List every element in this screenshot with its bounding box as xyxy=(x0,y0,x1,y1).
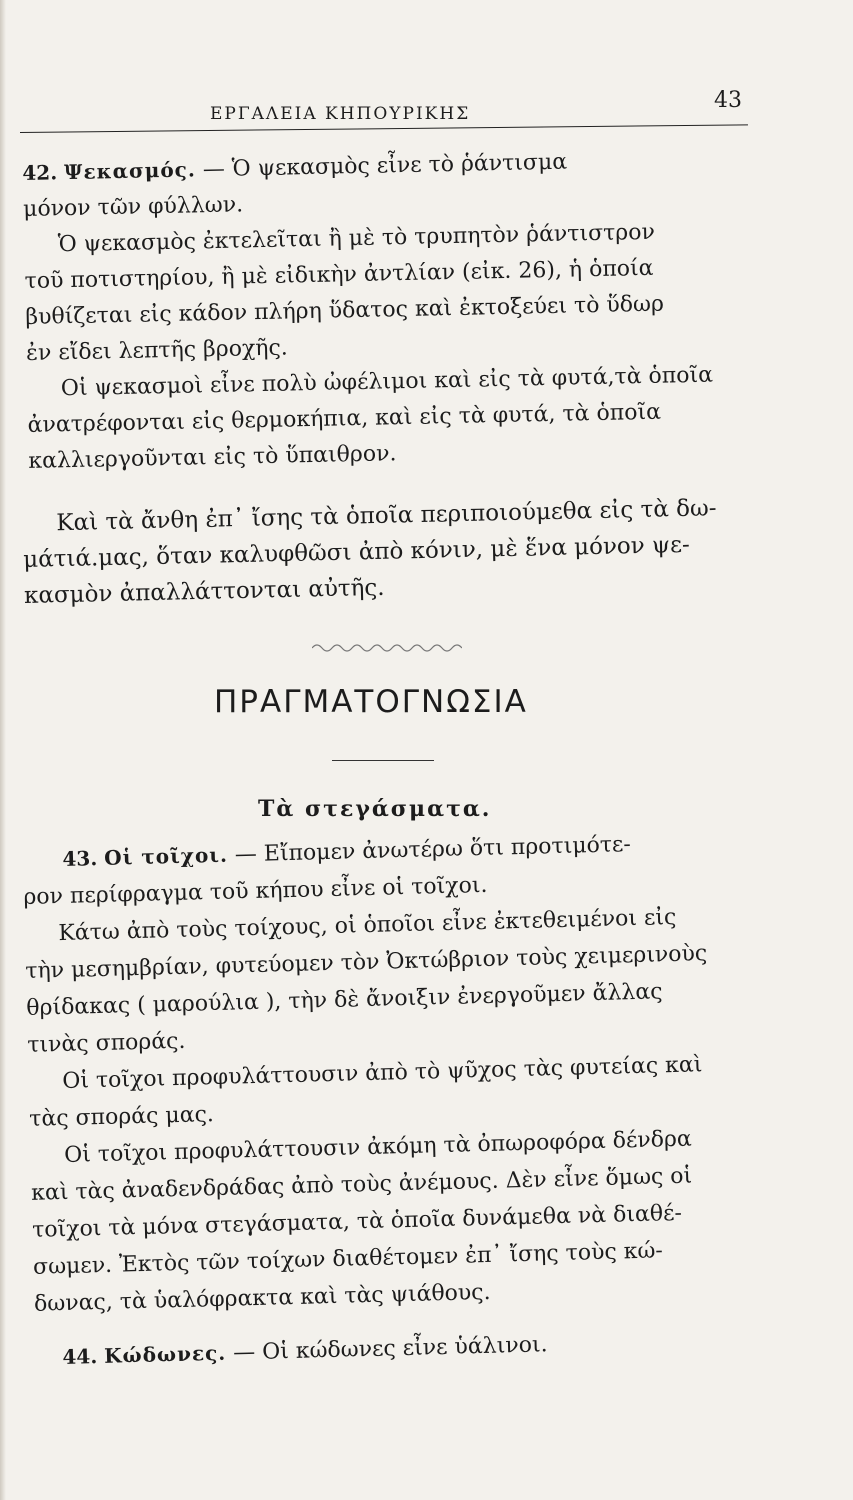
section-43 xyxy=(22,822,794,1323)
text-line: καὶ τὰς ἀναδενδράδας ἀπὸ τοὺς ἀνέμους. Δὲν εἶνε ὅμως οἱ xyxy=(30,1163,693,1206)
text-line: καλλιεργοῦνται εἰς τὸ ὕπαιθρον. xyxy=(28,441,397,474)
text-line: ἐν εἴδει λεπτῆς βροχῆς. xyxy=(25,335,289,366)
text-line: μόνον τῶν φύλλων. xyxy=(22,192,244,222)
text-line: — Εἴπομεν ἀνωτέρω ὅτι προτιμότε- xyxy=(227,832,632,868)
text-line: Οἱ τοῖχοι προφυλάττουσιν ἀκόμη τὰ ὀπωροφόρα δένδρα xyxy=(63,1126,693,1168)
text-line: ρον περίφραγμα τοῦ κήπου εἶνε οἱ τοῖχοι. xyxy=(23,872,488,910)
text-line: δωνας, τὰ ὑαλόφρακτα καὶ τὰς ψιάθους. xyxy=(33,1279,491,1317)
section-44 xyxy=(22,1320,783,1377)
text-line: κασμὸν ἀπαλλάττονται αὐτῆς. xyxy=(23,574,385,609)
text-line: τὰς σποράς μας. xyxy=(28,1102,215,1132)
ornament-divider xyxy=(312,640,462,656)
section-42-continued xyxy=(22,489,784,614)
section-number: 44. xyxy=(62,1344,98,1369)
text-line: μάτιά.μας, ὅταν καλυφθῶσι ἀπὸ κόνιν, μὲ ἕνα μόνον ψε- xyxy=(22,531,691,573)
text-line: — Οἱ κώδωνες εἶνε ὑάλινοι. xyxy=(225,1332,548,1366)
section-number: 42. xyxy=(22,160,58,185)
text-line: βυθίζεται εἰς κάδον πλήρη ὕδατος καὶ ἐκτοξεύει τὸ ὕδωρ xyxy=(25,291,665,330)
section-term: Κώδωνες. xyxy=(103,1340,227,1368)
title-rule xyxy=(332,760,434,761)
page-edge-shadow xyxy=(0,0,6,1500)
text-line: Κάτω ἀπὸ τοὺς τοίχους, οἱ ὁποῖοι εἶνε ἐκτεθειμένοι εἰς xyxy=(58,904,677,947)
section-number: 43. xyxy=(62,846,98,871)
text-line: θρίδακας ( μαρούλια ), τὴν δὲ ἄνοιξιν ἐνεργοῦμεν ἄλλας xyxy=(26,979,663,1021)
section-title: ΠΡΑΓΜΑΤΟΓΝΩΣΙΑ xyxy=(214,684,528,720)
text-line: τινὰς σποράς. xyxy=(26,1028,186,1058)
running-head: ΕΡΓΑΛΕΙΑ ΚΗΠΟΥΡΙΚΗΣ xyxy=(210,104,471,124)
section-term: Οἱ τοῖχοι. xyxy=(103,842,229,870)
text-line: Οἱ ψεκασμοὶ εἶνε πολὺ ὠφέλιμοι καὶ εἰς τὰ φυτά,τὰ ὁποῖα xyxy=(60,362,714,402)
subsection-title: Τὰ στεγάσματα. xyxy=(258,796,492,822)
text-line: σωμεν. Ἐκτὸς τῶν τοίχων διαθέτομεν ἐπ᾽ ἴσης τοὺς κώ- xyxy=(32,1238,664,1280)
text-line: Οἱ τοῖχοι προφυλάττουσιν ἀπὸ τὸ ψῦχος τὰς φυτείας καὶ xyxy=(61,1052,703,1095)
header-rule xyxy=(20,124,748,133)
page-number: 43 xyxy=(714,88,742,113)
text-line: τὴν μεσημβρίαν, φυτεύομεν τὸν Ὀκτώβριον τοὺς χειμερινοὺς xyxy=(25,941,708,984)
text-line: — Ὁ ψεκασμὸς εἶνε τὸ ῥάντισμα xyxy=(195,149,568,183)
section-term: Ψεκασμός. xyxy=(63,157,197,185)
section-42 xyxy=(22,139,789,480)
text-line: Ὁ ψεκασμὸς ἐκτελεῖται ἢ μὲ τὸ τρυπητὸν ῥάντιστρον xyxy=(57,219,656,258)
text-line: τοῖχοι τὰ μόνα στεγάσματα, τὰ ὁποῖα δυνάμεθα νὰ διαθέ- xyxy=(31,1200,683,1243)
text-line: Καὶ τὰ ἄνθη ἐπ᾽ ἴσης τὰ ὁποῖα περιποιούμεθα εἰς τὰ δω- xyxy=(56,495,717,537)
text-line: ἀνατρέφονται εἰς θερμοκήπια, καὶ εἰς τὰ φυτά, τὰ ὁποῖα xyxy=(27,399,662,438)
section-44-heading-line xyxy=(22,1320,783,1377)
text-line: τοῦ ποτιστηρίου, ἢ μὲ εἰδικὴν ἀντλίαν (εἰκ. 26), ἡ ὁποία xyxy=(24,255,654,294)
